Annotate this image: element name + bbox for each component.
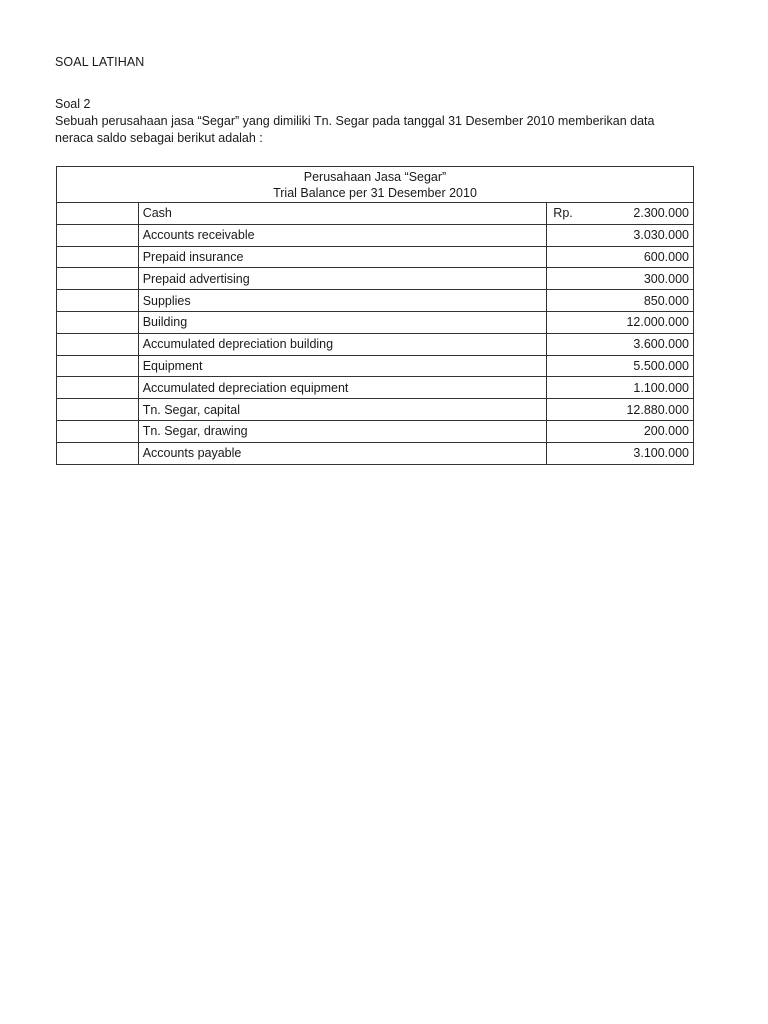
amount-cell — [547, 442, 694, 464]
blank-cell — [57, 311, 139, 333]
amount-value: 1.100.000 — [633, 380, 689, 395]
blank-cell — [57, 224, 139, 246]
table-row — [57, 355, 694, 377]
question-text-line-2: neraca saldo sebagai berikut adalah : — [55, 131, 263, 145]
table-row — [57, 420, 694, 442]
table-row — [57, 399, 694, 421]
amount-cell — [547, 246, 694, 268]
table-row — [57, 311, 694, 333]
amount-cell — [547, 311, 694, 333]
blank-cell — [57, 399, 139, 421]
amount-value: 12.000.000 — [626, 315, 689, 330]
amount-cell — [547, 399, 694, 421]
account-name-cell: Accumulated depreciation building — [138, 333, 547, 355]
table-row — [57, 246, 694, 268]
company-name: Perusahaan Jasa “Segar” — [303, 170, 447, 184]
account-name-cell: Accounts receivable — [138, 224, 547, 246]
account-name-cell: Building — [138, 311, 547, 333]
table-row — [57, 224, 694, 246]
blank-cell — [57, 420, 139, 442]
blank-cell — [57, 442, 139, 464]
amount-cell — [547, 377, 694, 399]
amount-cell — [547, 203, 694, 225]
account-name-cell: Equipment — [138, 355, 547, 377]
amount-cell — [547, 333, 694, 355]
amount-value: 200.000 — [643, 424, 689, 439]
amount-value: 600.000 — [643, 249, 689, 264]
table-title-row — [57, 167, 694, 203]
page-heading: SOAL LATIHAN — [55, 55, 145, 69]
amount-value: 5.500.000 — [633, 358, 689, 373]
amount-value: 3.100.000 — [633, 446, 689, 461]
table-row — [57, 290, 694, 312]
currency-prefix: Rp. — [553, 206, 573, 220]
amount-value: 3.030.000 — [633, 228, 689, 243]
blank-cell — [57, 268, 139, 290]
amount-cell — [547, 420, 694, 442]
account-name-cell: Accumulated depreciation equipment — [138, 377, 547, 399]
amount-cell — [547, 355, 694, 377]
table-title-cell — [57, 167, 694, 203]
table-row — [57, 268, 694, 290]
trial-balance-table — [56, 166, 694, 465]
account-name-cell: Tn. Segar, capital — [138, 399, 547, 421]
amount-value: 300.000 — [643, 271, 689, 286]
table-row — [57, 442, 694, 464]
blank-cell — [57, 246, 139, 268]
account-name-cell: Prepaid insurance — [138, 246, 547, 268]
amount-value: 12.880.000 — [626, 402, 689, 417]
blank-cell — [57, 377, 139, 399]
account-name-cell: Accounts payable — [138, 442, 547, 464]
blank-cell — [57, 203, 139, 225]
amount-cell — [547, 268, 694, 290]
table-row — [57, 333, 694, 355]
account-name-cell: Tn. Segar, drawing — [138, 420, 547, 442]
account-name-cell: Prepaid advertising — [138, 268, 547, 290]
account-name-cell: Cash — [138, 203, 547, 225]
table-row — [57, 377, 694, 399]
amount-cell — [547, 224, 694, 246]
blank-cell — [57, 333, 139, 355]
account-name-cell: Supplies — [138, 290, 547, 312]
amount-value: 2.300.000 — [633, 206, 689, 221]
question-text — [55, 113, 715, 147]
amount-cell — [547, 290, 694, 312]
table-subtitle: Trial Balance per 31 Desember 2010 — [273, 186, 477, 200]
amount-value: 3.600.000 — [633, 337, 689, 352]
blank-cell — [57, 290, 139, 312]
question-label: Soal 2 — [55, 97, 91, 111]
table-row — [57, 203, 694, 225]
question-text-line-1: Sebuah perusahaan jasa “Segar” yang dimiliki Tn. Segar pada tanggal 31 Desember 2010 memberikan data — [55, 114, 655, 128]
blank-cell — [57, 355, 139, 377]
amount-value: 850.000 — [643, 293, 689, 308]
